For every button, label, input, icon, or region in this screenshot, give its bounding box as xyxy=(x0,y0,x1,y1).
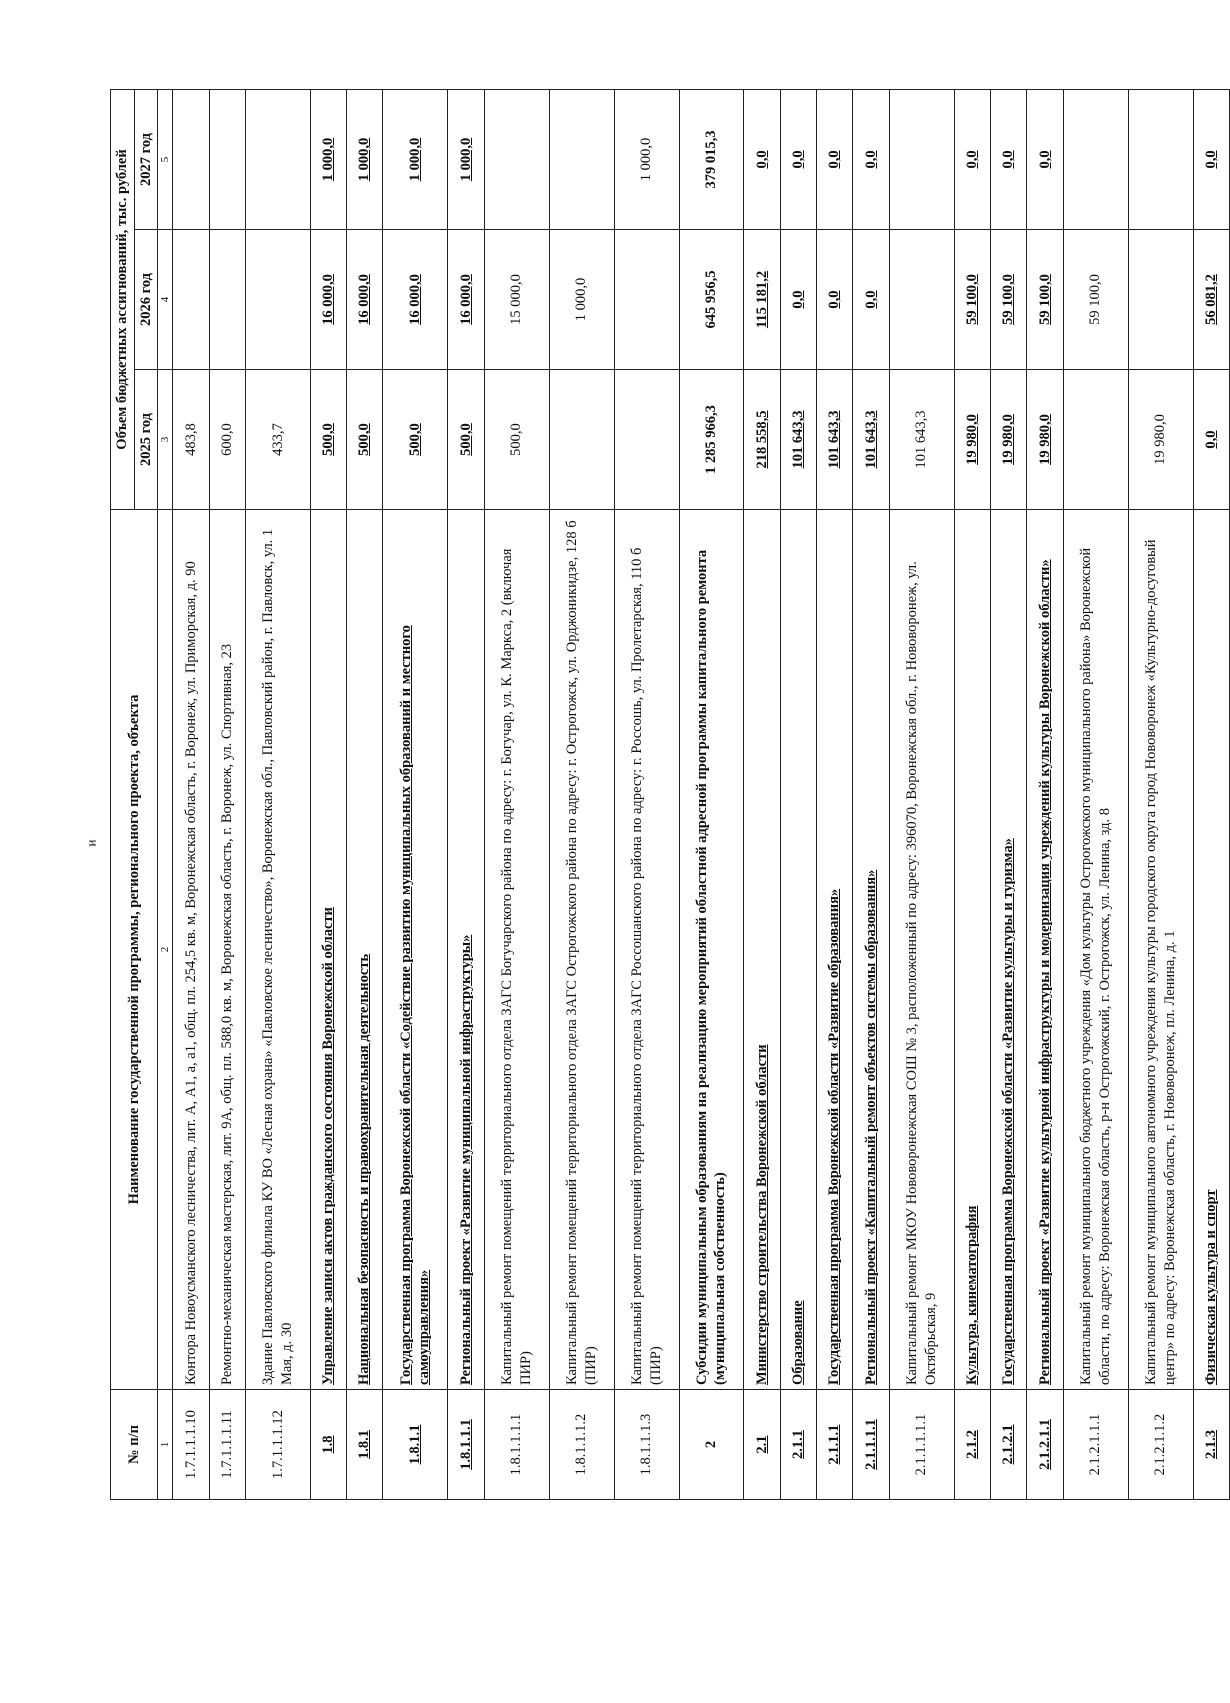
row-name: Национальная безопасность и правоохранительная деятельность xyxy=(347,510,383,1390)
row-name: Культура, кинематография xyxy=(954,510,990,1390)
value-2026 xyxy=(173,230,209,370)
value-2026: 0,0 xyxy=(853,230,889,370)
col-index: 4 xyxy=(158,230,173,370)
value-2026 xyxy=(1128,230,1193,370)
row-number: 2.1.2 xyxy=(954,1390,990,1500)
col-index: 2 xyxy=(158,510,173,1390)
table-row xyxy=(889,89,954,1499)
value-2027 xyxy=(1128,89,1193,229)
value-2025: 0,0 xyxy=(1193,370,1229,510)
col-header-budget: Объем бюджетных ассигнований, тыс. рублей xyxy=(111,89,135,509)
row-name: Управление записи актов гражданского состояния Воронежской области xyxy=(310,510,346,1390)
page-marker: и xyxy=(83,839,99,847)
value-2026: 16 000,0 xyxy=(448,230,484,370)
value-2025: 218 558,5 xyxy=(744,370,780,510)
table-row xyxy=(209,89,245,1499)
rotated-table-wrapper xyxy=(110,90,1230,1500)
value-2027: 0,0 xyxy=(1027,89,1063,229)
row-number: 2 xyxy=(679,1390,744,1500)
value-2026: 645 956,5 xyxy=(679,230,744,370)
value-2025 xyxy=(614,370,679,510)
value-2025: 19 980,0 xyxy=(1027,370,1063,510)
col-header-2025: 2025 год xyxy=(134,370,158,510)
table-row xyxy=(954,89,990,1499)
row-name: Контора Новоусманского лесничества, лит. А, А1, а, а1, общ. пл. 254,5 кв. м, Воронежская область, г. Воронеж, ул. Приморская, д. 90 xyxy=(173,510,209,1390)
value-2025: 483,8 xyxy=(173,370,209,510)
row-number: 1.7.1.1.1.10 xyxy=(173,1390,209,1500)
value-2027 xyxy=(173,89,209,229)
col-header-name: Наименование государственной программы, регионального проекта, объекта xyxy=(111,510,158,1390)
value-2027: 0,0 xyxy=(1193,89,1229,229)
value-2026: 16 000,0 xyxy=(383,230,448,370)
value-2026: 16 000,0 xyxy=(310,230,346,370)
row-name: Субсидии муниципальным образованиям на реализацию мероприятий областной адресной программы капитального ремонта (муниципальная собственность) xyxy=(679,510,744,1390)
row-number: 2.1 xyxy=(744,1390,780,1500)
table-row xyxy=(1063,89,1128,1499)
value-2027: 0,0 xyxy=(817,89,853,229)
row-name: Капитальный ремонт помещений территориального отдела ЗАГС Острогожского района по адресу: г. Острогожск, ул. Орджоникидзе, 128 б (ПИР) xyxy=(549,510,614,1390)
value-2027: 1 000,0 xyxy=(383,89,448,229)
value-2027: 0,0 xyxy=(954,89,990,229)
value-2026: 59 100,0 xyxy=(954,230,990,370)
row-name: Государственная программа Воронежской области «Развитие культуры и туризма» xyxy=(991,510,1027,1390)
row-number: 1.8.1.1.1 xyxy=(448,1390,484,1500)
value-2026: 15 000,0 xyxy=(484,230,549,370)
col-index: 5 xyxy=(158,89,173,229)
table-row xyxy=(744,89,780,1499)
table-row xyxy=(448,89,484,1499)
value-2027: 0,0 xyxy=(853,89,889,229)
row-number: 2.1.1.1 xyxy=(817,1390,853,1500)
value-2025: 101 643,3 xyxy=(817,370,853,510)
value-2027: 0,0 xyxy=(780,89,816,229)
value-2026 xyxy=(614,230,679,370)
table-row xyxy=(484,89,549,1499)
col-header-2027: 2027 год xyxy=(134,89,158,229)
value-2027 xyxy=(549,89,614,229)
value-2026: 0,0 xyxy=(817,230,853,370)
row-name: Государственная программа Воронежской области «Содействие развитию муниципальных образований и местного самоуправления» xyxy=(383,510,448,1390)
row-name: Здание Павловского филиала КУ ВО «Лесная охрана» «Павловское лесничество», Воронежская обл., Павловский район, г. Павловск, ул. 1 Мая, д. 30 xyxy=(245,510,310,1390)
table-row xyxy=(383,89,448,1499)
table-row xyxy=(173,89,209,1499)
value-2026: 56 081,2 xyxy=(1193,230,1229,370)
table-row xyxy=(817,89,853,1499)
table-row xyxy=(780,89,816,1499)
value-2025 xyxy=(549,370,614,510)
value-2027: 1 000,0 xyxy=(347,89,383,229)
table-row xyxy=(614,89,679,1499)
row-name: Капитальный ремонт муниципального бюджетного учреждения «Дом культуры Острогожского муниципального района» Воронежской области, по адресу: Воронежская область, р-н Острогожский, г. Острогожск, ул. Ленина, зд. 8 xyxy=(1063,510,1128,1390)
value-2027: 1 000,0 xyxy=(614,89,679,229)
table-row xyxy=(549,89,614,1499)
row-number: 2.1.1.1.1.1 xyxy=(889,1390,954,1500)
row-number: 1.8.1.1.1.1 xyxy=(484,1390,549,1500)
value-2027 xyxy=(484,89,549,229)
row-name: Физическая культура и спорт xyxy=(1193,510,1229,1390)
row-number: 2.1.2.1.1.1 xyxy=(1063,1390,1128,1500)
row-number: 2.1.2.1.1.2 xyxy=(1128,1390,1193,1500)
col-header-number: № п/п xyxy=(111,1390,158,1500)
row-name: Региональный проект «Капитальный ремонт объектов системы образования» xyxy=(853,510,889,1390)
row-name: Региональный проект «Развитие муниципальной инфраструктуры» xyxy=(448,510,484,1390)
value-2025: 500,0 xyxy=(347,370,383,510)
value-2027: 1 000,0 xyxy=(448,89,484,229)
row-name: Капитальный ремонт муниципального автономного учреждения культуры городского округа город Нововоронеж «Культурно-досуговый центр» по адресу: Воронежская область, г. Нововоронеж, пл. Ленина, д. 1 xyxy=(1128,510,1193,1390)
row-name: Образование xyxy=(780,510,816,1390)
value-2027: 379 015,3 xyxy=(679,89,744,229)
value-2026 xyxy=(889,230,954,370)
value-2025: 1 285 966,3 xyxy=(679,370,744,510)
table-row xyxy=(853,89,889,1499)
value-2026: 1 000,0 xyxy=(549,230,614,370)
value-2027 xyxy=(889,89,954,229)
value-2025: 101 643,3 xyxy=(889,370,954,510)
row-name: Министерство строительства Воронежской области xyxy=(744,510,780,1390)
table-row xyxy=(1027,89,1063,1499)
row-name: Региональный проект «Развитие культурной инфраструктуры и модернизация учреждений культуры Воронежской области» xyxy=(1027,510,1063,1390)
table-body xyxy=(173,89,1230,1499)
value-2025: 500,0 xyxy=(484,370,549,510)
row-name: Капитальный ремонт помещений территориального отдела ЗАГС Богучарского района по адресу: г. Богучар, ул. К. Маркса, 2 (включая ПИР) xyxy=(484,510,549,1390)
table-row xyxy=(347,89,383,1499)
row-name: Государственная программа Воронежской области «Развитие образования» xyxy=(817,510,853,1390)
value-2027 xyxy=(245,89,310,229)
row-name: Капитальный ремонт МКОУ Нововоронежская СОШ № 3, расположенный по адресу: 396070, Воронежская обл., г. Нововоронеж, ул. Октябрьская, 9 xyxy=(889,510,954,1390)
row-number: 1.7.1.1.1.12 xyxy=(245,1390,310,1500)
table-row xyxy=(1128,89,1193,1499)
value-2025: 19 980,0 xyxy=(1128,370,1193,510)
row-number: 2.1.1 xyxy=(780,1390,816,1500)
table-row xyxy=(1193,89,1229,1499)
col-index: 3 xyxy=(158,370,173,510)
value-2025: 101 643,3 xyxy=(780,370,816,510)
table-row xyxy=(991,89,1027,1499)
value-2025 xyxy=(1063,370,1128,510)
row-number: 1.7.1.1.1.11 xyxy=(209,1390,245,1500)
table-row xyxy=(310,89,346,1499)
value-2026: 59 100,0 xyxy=(1027,230,1063,370)
table-row xyxy=(245,89,310,1499)
value-2025: 500,0 xyxy=(448,370,484,510)
row-number: 2.1.2.1.1 xyxy=(1027,1390,1063,1500)
value-2025: 433,7 xyxy=(245,370,310,510)
row-number: 1.8 xyxy=(310,1390,346,1500)
row-name: Капитальный ремонт помещений территориального отдела ЗАГС Россошанского района по адресу: г. Россошь, ул. Пролетарская, 110 б (ПИР) xyxy=(614,510,679,1390)
value-2026: 115 181,2 xyxy=(744,230,780,370)
value-2026: 16 000,0 xyxy=(347,230,383,370)
row-number: 2.1.1.1.1 xyxy=(853,1390,889,1500)
value-2026 xyxy=(245,230,310,370)
row-name: Ремонтно-механическая мастерская, лит. 9А, общ. пл. 588,0 кв. м, Воронежская область, г. Воронеж, ул. Спортивная, 23 xyxy=(209,510,245,1390)
row-number: 2.1.2.1 xyxy=(991,1390,1027,1500)
value-2025: 101 643,3 xyxy=(853,370,889,510)
row-number: 1.8.1.1.1.2 xyxy=(549,1390,614,1500)
row-number: 2.1.3 xyxy=(1193,1390,1229,1500)
value-2027: 0,0 xyxy=(744,89,780,229)
value-2027 xyxy=(1063,89,1128,229)
value-2027: 0,0 xyxy=(991,89,1027,229)
value-2025: 600,0 xyxy=(209,370,245,510)
value-2025: 500,0 xyxy=(310,370,346,510)
row-number: 1.8.1 xyxy=(347,1390,383,1500)
value-2027: 1 000,0 xyxy=(310,89,346,229)
value-2026 xyxy=(209,230,245,370)
value-2026: 59 100,0 xyxy=(991,230,1027,370)
value-2025: 500,0 xyxy=(383,370,448,510)
value-2025: 19 980,0 xyxy=(991,370,1027,510)
row-number: 1.8.1.1 xyxy=(383,1390,448,1500)
value-2027 xyxy=(209,89,245,229)
value-2026: 0,0 xyxy=(780,230,816,370)
col-header-2026: 2026 год xyxy=(134,230,158,370)
value-2025: 19 980,0 xyxy=(954,370,990,510)
col-index: 1 xyxy=(158,1390,173,1500)
budget-table xyxy=(110,89,1230,1500)
row-number: 1.8.1.1.1.3 xyxy=(614,1390,679,1500)
value-2026: 59 100,0 xyxy=(1063,230,1128,370)
table-row xyxy=(679,89,744,1499)
